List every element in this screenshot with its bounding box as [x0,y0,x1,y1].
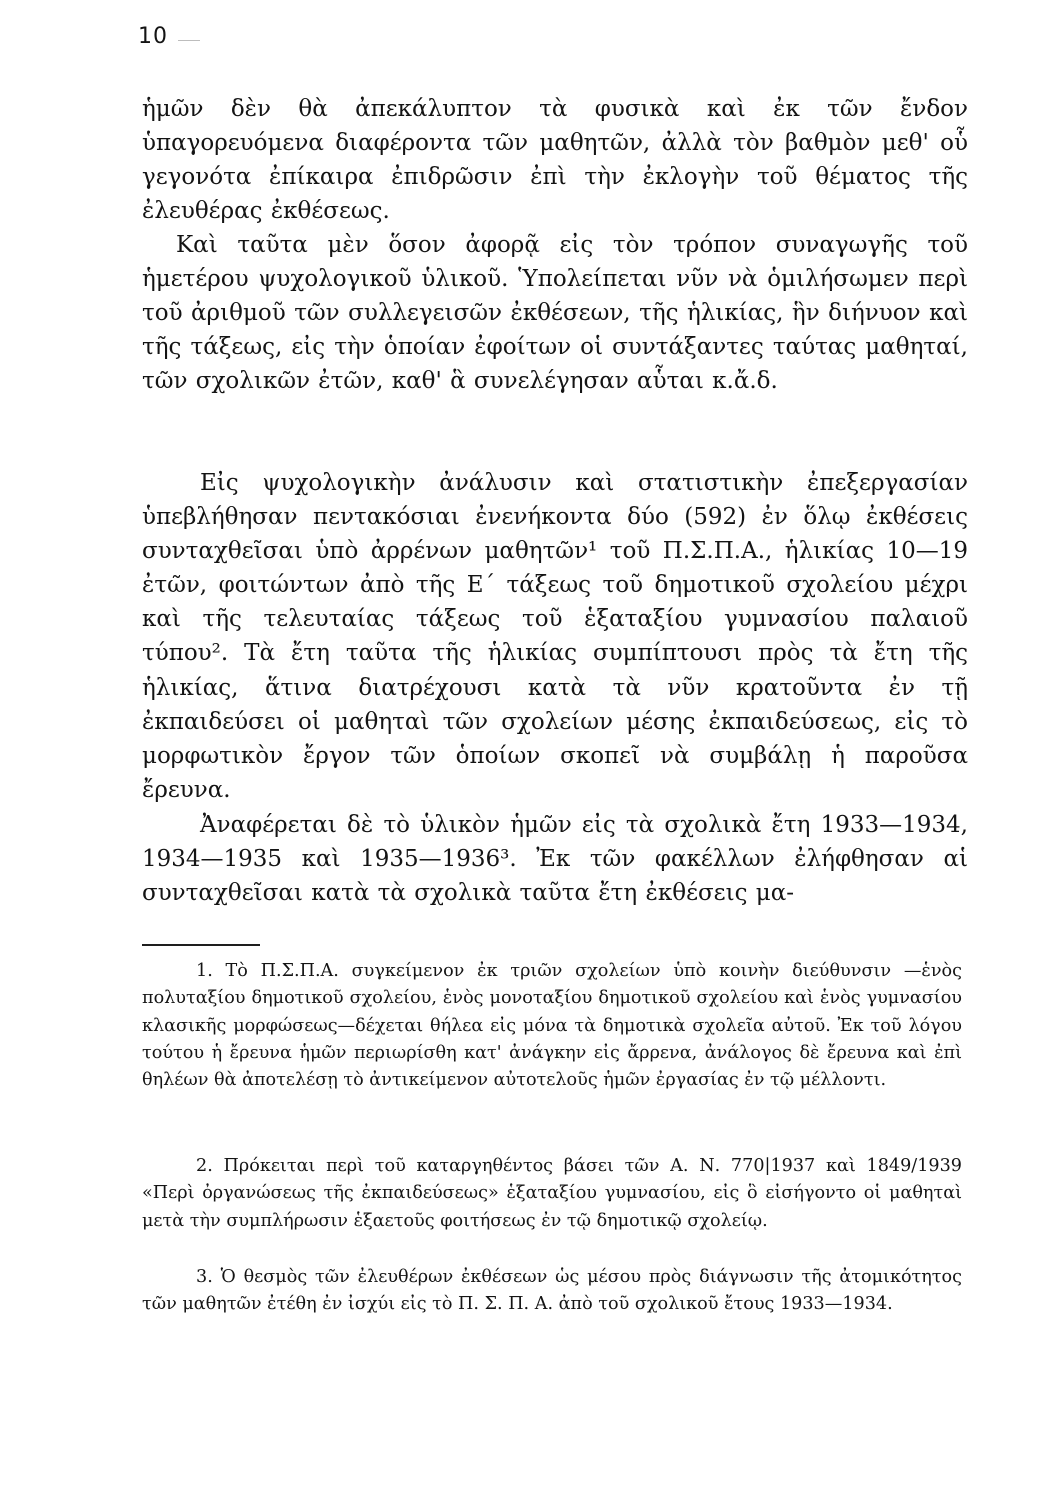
footnote: 3. Ὁ θεσμὸς τῶν ἐλευθέρων ἐκθέσεων ὡς μέσου πρὸς διάγνωσιν τῆς ἀτομικότητος τῶν μαθητῶν ἐτέθη ἐν ἰσχύι εἰς τὸ Π. Σ. Π. Α. ἀπὸ τοῦ σχολικοῦ ἔτους 1933—1934. [142,1267,962,1315]
body-paragraph-4-block [142,808,968,910]
body-paragraph-2-block [142,228,968,398]
page-number-rule [178,40,200,41]
body-paragraph-1-block [142,92,968,228]
footnote-2-block [142,1153,962,1235]
footnote: 2. Πρόκειται περὶ τοῦ καταργηθέντος βάσει τῶν Α. Ν. 770|1937 καὶ 1849/1939 «Περὶ ὀργανώσεως τῆς ἐκπαιδεύσεως» ἑξαταξίου γυμνασίου, εἰς ὃ εἰσήγοντο οἱ μαθηταὶ μετὰ τὴν συμπλήρωσιν ἑξαετοῦς φοιτήσεως ἐν τῷ δημοτικῷ σχολείῳ. [142,1156,962,1231]
body-paragraph: Ἀναφέρεται δὲ τὸ ὑλικὸν ἡμῶν εἰς τὰ σχολικὰ ἔτη 1933—1934, 1934—1935 καὶ 1935—1936³. Ἐκ τῶν φακέλλων ἐλήφθησαν αἱ συνταχθεῖσαι κατὰ τὰ σχολικὰ ταῦτα ἔτη ἐκθέσεις μα- [142,812,968,907]
footnote-separator [142,944,260,946]
body-paragraph: Καὶ ταῦτα μὲν ὅσον ἀφορᾷ εἰς τὸν τρόπον συναγωγῆς τοῦ ἡμετέρου ψυχολογικοῦ ὑλικοῦ. Ὑπολείπεται νῦν νὰ ὁμιλήσωμεν περὶ τοῦ ἀριθμοῦ τῶν συλλεγεισῶν ἐκθέσεων, τῆς ἡλικίας, ἣν διήνυον καὶ τῆς τάξεως, εἰς τὴν ὁποίαν ἐφοίτων οἱ συντάξαντες ταύτας μαθηταί, τῶν σχολικῶν ἐτῶν, καθ' ἃ συνελέγησαν αὗται κ.ἄ.δ. [142,232,968,395]
body-paragraph: Εἰς ψυχολογικὴν ἀνάλυσιν καὶ στατιστικὴν ἐπεξεργασίαν ὑπεβλήθησαν πεντακόσιαι ἐνενήκοντα δύο (592) ἐν ὅλῳ ἐκθέσεις συνταχθεῖσαι ὑπὸ ἀρρένων μαθητῶν¹ τοῦ Π.Σ.Π.Α., ἡλικίας 10—19 ἐτῶν, φοιτώντων ἀπὸ τῆς Ε΄ τάξεως τοῦ δημοτικοῦ σχολείου μέχρι καὶ τῆς τελευταίας τάξεως τοῦ ἑξαταξίου γυμνασίου παλαιοῦ τύπου². Τὰ ἔτη ταῦτα τῆς ἡλικίας συμπίπτουσι πρὸς τὰ ἔτη τῆς ἡλικίας, ἅτινα διατρέχουσι κατὰ τὰ νῦν κρατοῦντα ἐν τῇ ἐκπαιδεύσει οἱ μαθηταὶ τῶν σχολείων μέσης ἐκπαιδεύσεως, εἰς τὸ μορφωτικὸν ἔργον τῶν ὁποίων σκοπεῖ νὰ συμβάλῃ ἡ παροῦσα ἔρευνα. [142,470,968,803]
footnote-3-block [142,1264,962,1319]
page-number: 10 [138,24,168,49]
body-paragraph-3-block [142,466,968,807]
body-paragraph: ἡμῶν δὲν θὰ ἀπεκάλυπτον τὰ φυσικὰ καὶ ἐκ τῶν ἔνδον ὑπαγορευόμενα διαφέροντα τῶν μαθητῶν, ἀλλὰ τὸν βαθμὸν μεθ' οὗ γεγονότα ἐπίκαιρα ἐπιδρῶσιν ἐπὶ τὴν ἐκλογὴν τοῦ θέματος τῆς ἐλευθέρας ἐκθέσεως. [142,96,968,225]
footnote: 1. Τὸ Π.Σ.Π.Α. συγκείμενον ἐκ τριῶν σχολείων ὑπὸ κοινὴν διεύθυνσιν —ἑνὸς πολυταξίου δημοτικοῦ σχολείου, ἑνὸς μονοταξίου δημοτικοῦ σχολείου καὶ ἑνὸς γυμνασίου κλασικῆς μορφώσεως—δέχεται θήλεα εἰς μόνα τὰ δημοτικὰ σχολεῖα αὐτοῦ. Ἐκ τοῦ λόγου τούτου ἡ ἔρευνα ἡμῶν περιωρίσθη κατ' ἀνάγκην εἰς ἄρρενα, ἀνάλογος δὲ ἔρευνα καὶ ἐπὶ θηλέων θὰ ἀποτελέσῃ τὸ ἀντικείμενον αὐτοτελοῦς ἡμῶν ἐργασίας ἐν τῷ μέλλοντι. [142,961,962,1091]
footnote-1-block [142,958,962,1094]
